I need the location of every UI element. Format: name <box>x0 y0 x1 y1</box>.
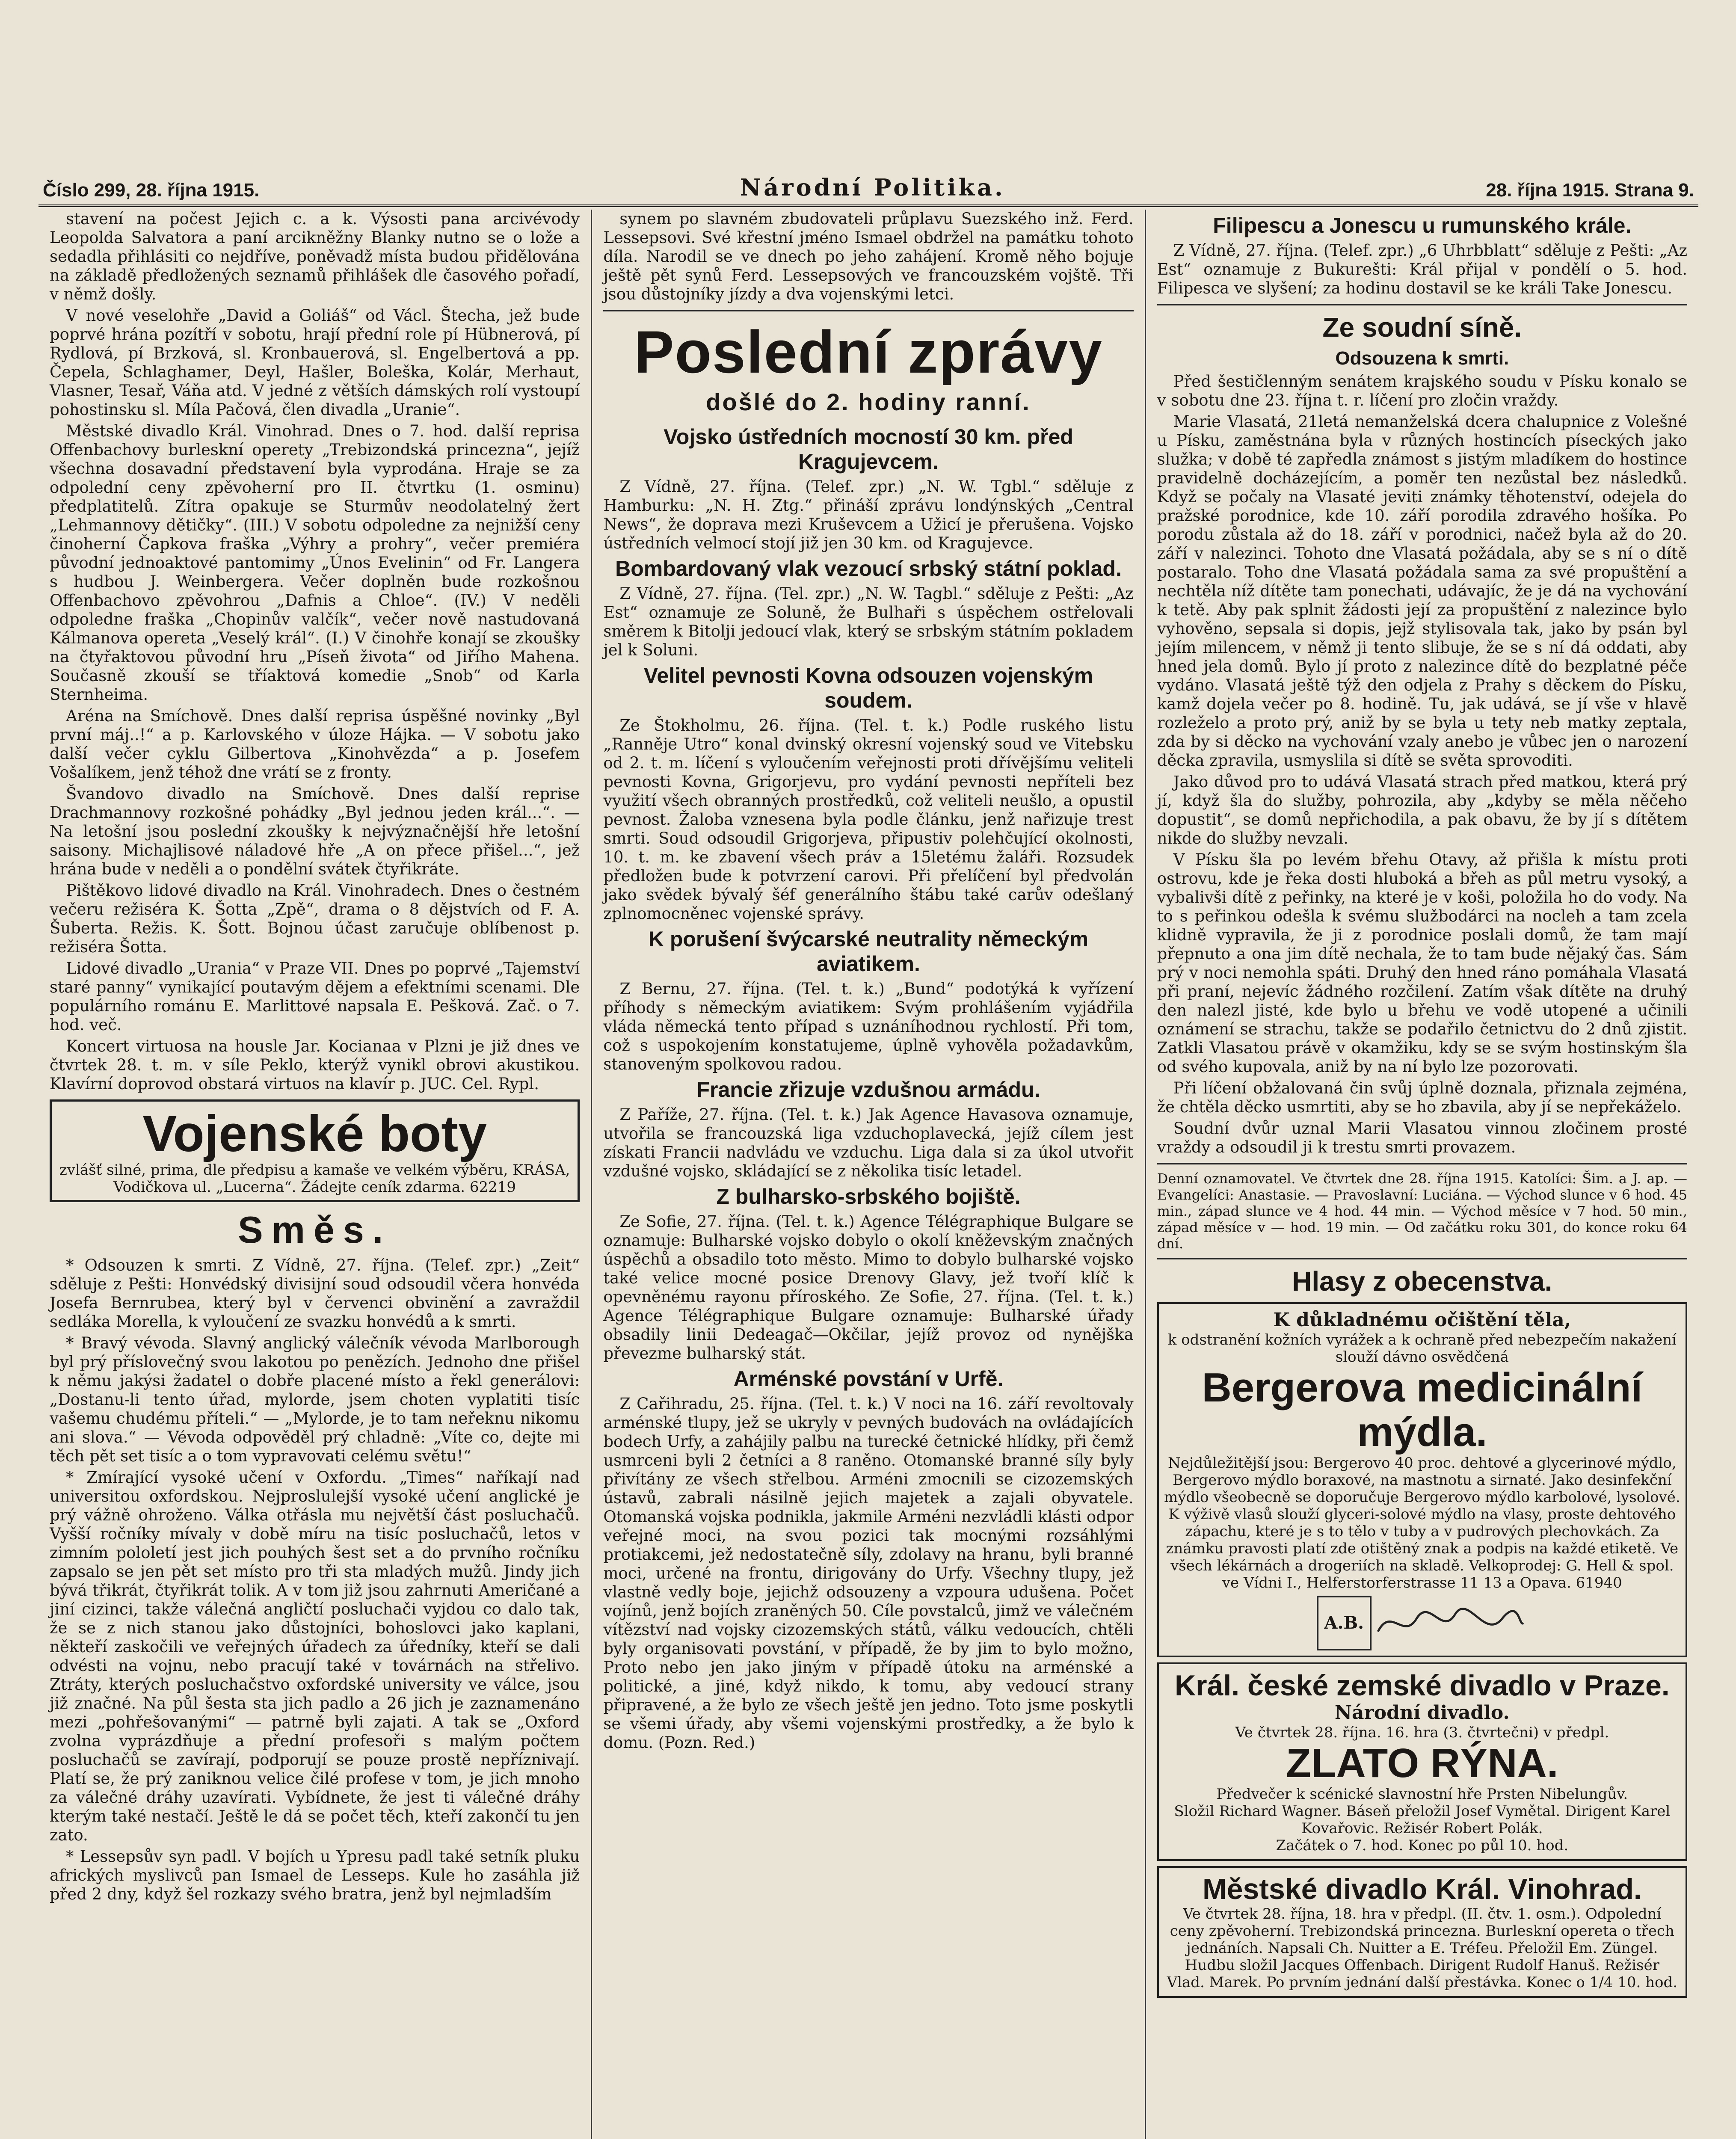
ad-line: Ve čtvrtek 28. října. 16. hra (3. čtvrtečni) v předpl. <box>1235 1724 1609 1741</box>
paragraph: Před šestičlenným senátem krajského soudu v Písku konalo se v sobotu dne 23. října t. r. líčení pro zločin vraždy. <box>1157 372 1687 409</box>
issue-number: Číslo 299, 28. října 1915. <box>43 180 260 201</box>
divider <box>1157 1163 1687 1164</box>
paragraph: Aréna na Smíchově. Dnes další reprisa úspěšné novinky „Byl první máj..!“ a p. Karlovského v úloze Hájka. — V sobotu jako další večer cyklu Gilbertova „Kinohvězda“ a p. Josefem Vošalíkem, jenž téhož dne vrátí se z fronty. <box>50 707 580 782</box>
paragraph: Z Cařihradu, 25. října. (Tel. t. k.) V noci na 16. září revoltovaly arménské tlupy, jež se ukryly v pevných budovách na ovládajících bodech Urfy, a zahájily palbu na turecké četnické hlídky, při čemž usmrceni byli 2 četníci a 8 raněno. Otomanské branné síly byly přivítány ze všech střelbou. Arméni zmocnili se cizozemských ústavů, zabrali násilně jejich majetek a zajali obyvatele. Otomanská vojska podnikla, jakmile Arméni nezvládli klásti odpor veřejné moci, na svou pozici tak mocnými rozsáhlými protiakcemi, jež nedostatečně síly, zdolavy na hranu, byli branné moci, určené na frontu, dirigovány do Urfy. Všechny tlupy, jež vlastně vedly boje, jejichž odsouzeny a vzpoura udušena. Počet vojínů, jenž bojích zraněných 50. Cíle povstalců, jimž ve válečném vítězství nad vojsky cizozemských států, válku vedoucích, chtěli byly organisovati povstání, v případě, že by jim to bylo možno, Proto nebo jen jako jiným v případě útoku na arménské a politické, a jiné, když nikdo, k tomu, aby vedoucí strany připravené, a že bylo ze všech ještě jen jedno. Toto jsme poskytli se všemi úřady, aby všemi vojenskými prostředky, a že bylo k domu. (Pozn. Red.) <box>603 1395 1134 1752</box>
paragraph: Ze Sofie, 27. října. (Tel. t. k.) Agence Télégraphique Bulgare se oznamuje: Bulharské vojsko dobylo o okolí kněževským značných úspěchů a obsadilo toto město. Mimo to dobylo bulharské vojsko také velice mocné posice Drenovy Glavy, jež tvoří klíč k opevněnému rayonu příroského. Ze Sofie, 27. října. (Tel. t. k.) Agence Télégraphique Bulgare oznamuje: Bulharské úřady obsadily linii Dedeagač—Okčilar, jejíž provoz od nynějška převezme bulharský stát. <box>603 1212 1134 1363</box>
page-date: 28. října 1915. Strana 9. <box>1486 180 1694 201</box>
ad-theatre-national <box>1157 1662 1687 1861</box>
article-title: Vojsko ústředních mocností 30 km. před Kragujevcem. <box>664 425 1073 474</box>
ad-text: Nejdůležitější jsou: Bergerovo 40 proc. dehtové a glycerinové mýdlo, Bergerovo mýdlo boraxové, na mastnotu a sirnaté. Jako desinfekční mýdlo všeobecně se doporučuje Bergerovo mýdlo karbolové, lysolové. K výživě vlasů slouží glyceri-solové mýdlo na vlasy, proste dehtového zápachu, které je s to tělo v tuby a v pudrových plechovkách. Za známku pravosti platí zde otištěný znak a podpis na každé etiketě. Ve všech lékárnách a drogeriích na skladě. Velkoprodej: G. Hell & spol. ve Vídni I., Helferstorferstrasse 11 13 a Opava. 61940 <box>1164 1455 1680 1591</box>
section-title-court: Ze soudní síně. <box>1322 312 1522 343</box>
ad-bergerova-mydla <box>1157 1302 1687 1657</box>
paragraph: Při líčení obžalovaná čin svůj úplně doznala, přiznala zejména, že chtěla děcko usmrtiti, aby se ho zbavila, aby jí se nepřekáželo. <box>1157 1079 1687 1116</box>
paragraph: Koncert virtuosa na housle Jar. Kocianaa v Plzni je již dnes ve čtvrtek 28. t. m. v síle Peklo, kterýž vynikl obrovi akustikou. Klavírní doprovod obstará virtuos na klavír p. JUC. Cel. Rypl. <box>50 1037 580 1093</box>
masthead <box>39 167 1698 207</box>
paragraph: * Zmírající vysoké učení v Oxfordu. „Times“ naříkají nad universitou oxfordskou. Nejproslulejší vysoké učení anglické je prý vážně ohroženo. Válka otřásla mu největší část posluchačů. Vyšší ročníky mívaly v době míru na tisíc posluchačů, letos v zimním pololetí jest jich pouhých šest set a do prvního ročníku zapsalo se jen pět set místo pro tři sta mladých mužů. Jindy jich bývá třikrát, čtyřikrát tolik. A v tom již jsou zahrnuti Američané a jiní cizinci, takže válečná angličtí posluchači vyjdou co dalo tak, že se z nich stanou jako důstojníci, bohoslovci jako kaplani, někteří zaskočili ve veřejných úřadech za úředníky, kteří se dali odvésti na vojnu, nebo pracují také v továrnách na střelivo. Ztráty, kterých posluchačstvo oxfordské university ve válce, jsou již značné. Na půl šesta sta jich padlo a 26 jich je zaznamenáno mezi „pohřešovanými“ — patrně byli zajati. A tak se „Oxford zvolna vyprázdňuje a přední profesoři s malým počtem posluchačů se zavírají, podporují se pouze prostě nepříznivají. Platí se, že prý zaniknou velice čilé profese v tom, je jich mnoho za válečné dráhy uzavírati. Vybídnete, že jest ti válečné dráhy kterým také nestačí. Ještě le dá se počet těch, kteří zakončí tu jen zato. <box>50 1468 580 1844</box>
paragraph: Z Vídně, 27. října. (Telef. zpr.) „6 Uhrbblatt“ sděluje z Pešti: „Az Est“ oznamuje z Bukurešti: Král přijal v pondělí o 5. hod. Filipesca ve slyšení; za hodinu dostavil se ke králi Take Jonescu. <box>1157 241 1687 297</box>
ad-title: Bergerova medicinální mýdla. <box>1202 1365 1643 1455</box>
newspaper-page <box>39 167 1698 2139</box>
article-title: Z bulharsko-srbského bojiště. <box>716 1185 1021 1209</box>
paragraph: Soudní dvůr uznal Marii Vlasatou vinnou zločinem prosté vraždy a odsoudil ji k trestu smrti provazem. <box>1157 1119 1687 1156</box>
paragraph: * Lessepsův syn padl. V bojích u Ypresu padl také setník pluku afrických myslivců pan Ismael de Lesseps. Kule ho zasáhla již před 2 dny, když šel rozkazy svého bratra, jenž byl nejmladším <box>50 1847 580 1903</box>
paragraph: * Bravý vévoda. Slavný anglický válečník vévoda Marlborough byl prý příslovečný svou lakotou po penězích. Jednoho dne přišel k němu jakýsi žadatel o dobře placené místo a řekl generálovi: „Dostanu-li tento úřad, mylorde, jsem choten vyplatiti tisíc vašemu chudému příteli.“ — „Mylorde, je to tam neřeknu nikomu ani slova.“ — Vévoda odpověděl prý chladně: „Víte co, dejte mi těch pět set tisíc a o tom vypravovati celému světu!“ <box>50 1334 580 1465</box>
headline-posledni-zpravy: Poslední zprávy <box>634 318 1103 385</box>
paragraph: Lidové divadlo „Urania“ v Praze VII. Dnes po poprvé „Tajemství staré panny“ vynikající poutavým dějem a efektními scenami. Dle populárního románu E. Marlittové napsala E. Pešková. Zač. o 7. hod. več. <box>50 959 580 1034</box>
paragraph: V Písku šla po levém břehu Otavy, až přišla k místu proti ostrovu, kde je řeka dosti hluboká a břeh as půl metru vysoký, a vybalivši dítě z peřinky, na které je v koši, položila ho do vody. Na to s peřinkou odešla k svému službodárci na nocleh a tam zcela klidně vypravila, že ji z porodnice poslali domů, že tam mají přepnuto a ona jim dítě nechala, že to tam bude nějaký čas. Sám prý v noci nemohla spáti. Druhý den hned ráno pomáhala Vlasatá při praní, nejevíc žádného rozčilení. Zatím však dítěte na druhý den nalezl jisté, kde bylo u břehu ve vodě utopené a učinili oznámení se strachu, takže se podařilo četnictvu do 2 dnů zjistit. Zatkli Vlasatou právě v okamžiku, kdy se se svým hostinským šla od svého kupovala, aniž by na ní bylo lze pozorovati. <box>1157 850 1687 1076</box>
ad-line: K důkladnému očištění těla, <box>1273 1309 1571 1331</box>
paragraph: stavení na počest Jejich c. a k. Výsosti pana arcivévody Leopolda Salvatora a paní arcikněžny Blanky nutno se o lože a sedadla přihlásiti co nejdříve, poněvadž místa budou přidělována na základě předložených seznamů přihlášek dle časového pořadí, v němž došly. <box>50 210 580 303</box>
paragraph: Jako důvod pro to udává Vlasatá strach před matkou, která prý jí, když šla do služby, pohrozila, aby „kdyby se měla něčeho dopustit“, se domů nepřichodila, a pak obavu, že by jí s dítětem nikde do služby nevzali. <box>1157 773 1687 847</box>
article-title: Bombardovaný vlak vezoucí srbský státní poklad. <box>615 557 1122 581</box>
newspaper-title: Národní Politika. <box>740 174 1005 201</box>
article-title: Velitel pevnosti Kovna odsouzen vojenským soudem. <box>643 664 1093 712</box>
column-2 <box>592 210 1146 2139</box>
signature-icon <box>1374 1602 1528 1644</box>
ad-line: k odstranění kožních vyrážek a k ochraně před nebezpečím nakažení slouží dávno osvědčená <box>1167 1331 1677 1366</box>
section-title-smes: Směs. <box>238 1209 392 1251</box>
column-3 <box>1146 210 1698 2139</box>
section-title-voices: Hlasy z obecenstva. <box>1292 1266 1552 1297</box>
paragraph: Z Vídně, 27. října. (Telef. zpr.) „N. W. Tgbl.“ sděluje z Hamburku: „N. H. Ztg.“ přináší zprávu londýnských „Central News“, že doprava mezi Kruševcem a Užicí je přerušena. Vojsko ústředních velmocí stojí již jen 30 km. od Kragujevce. <box>603 477 1134 552</box>
paragraph: synem po slavném zbudovateli průplavu Suezského inž. Ferd. Lessepsovi. Své křestní jméno Ismael obdržel na památku tohoto díla. Narodil se ve dnech po jeho zahájení. Kromě něho bojuje ještě pět synů Ferd. Lessepsových ve francouzském vojště. Tři jsou důstojníky jízdy a dva vojenskými letci. <box>603 210 1134 303</box>
columns <box>39 210 1698 2139</box>
article-subtitle: Odsouzena k smrti. <box>1335 348 1509 369</box>
subheadline: došlé do 2. hodiny ranní. <box>706 388 1031 415</box>
ad-title: Vojenské boty <box>142 1105 487 1162</box>
ad-text: zvlášť silné, prima, dle předpisu a kamaše ve velkém výběru, KRÁSA, Vodičkova ul. „Lucerna“. Žádejte ceník zdarma. 62219 <box>59 1161 570 1196</box>
ad-title: ZLATO RÝNA. <box>1286 1740 1558 1786</box>
paragraph: Pištěkovo lidové divadlo na Král. Vinohradech. Dnes o čestném večeru režiséra K. Šotta „Zpě“, drama o 8 dějstvích od F. A. Šuberta. Režis. K. Šott. Bojnou účast zaručuje oblíbenost p. režiséra Šotta. <box>50 881 580 956</box>
divider <box>603 310 1133 311</box>
paragraph: Marie Vlasatá, 21letá nemanželská dcera chalupnice z Volešné u Písku, zaměstnána byla v různých hostincích píseckých jako služka; v době té zapředla známost s jistým mladíkem do hostince pravidelně docházejícím, a poměr ten nezůstal bez následků. Když se počaly na Vlasaté jeviti známky těhotenství, odejela do pražské porodnice, kde 10. září porodila zdravého hošíka. Po porodu zůstala až do 18. září v porodnici, načež byla až do 20. září v nalezinci. Tohoto dne Vlasatá požádala, aby se s ní o dítě postaralo. Toho dne Vlasatá požádala sama za své propuštění a nechtěla níž dítěte tam ponechati, udávajíc, že je dá na vychování k tetě. Aby pak splnit žádosti její za propuštění z nalezince bylo vyhověno, sepsala si dopis, jejž stylisovala tak, jako by psán byl jejím milencem, v němž ji tento slibuje, že se s ní dá oddati, aby hned jela domů. Bylo jí proto z nalezince dítě do bezplatné péče vydáno. Vlasatá ještě týž den odjela z Prahy s děckem do Písku, kamž dojela večer po 8. hodině. Tu, jak udává, se jí vše v hlavě rozleželo a proto prý, aniž by se byla u tety neb matky zeptala, zda by si děcko na vychování vzaly anebo je vůbec jen o narození děcka zpravila, usmyslila si dítě se světa sprovoditi. <box>1157 412 1687 770</box>
ad-title: Městské divadlo Král. Vinohrad. <box>1203 1873 1642 1905</box>
ad-line: Složil Richard Wagner. Báseň přeložil Josef Vymětal. Dirigent Karel Kovařovic. Režisér Robert Polák. <box>1174 1803 1671 1837</box>
divider <box>1157 1258 1687 1259</box>
paragraph: V nové veselohře „David a Goliáš“ od Václ. Štecha, jež bude poprvé hrána pozítří v sobotu, hrají přední role pí Hübnerová, pí Rydlová, pí Brzková, sl. Kronbauerová, sl. Engelbertová a pp. Čepela, Schlaghamer, Deyl, Hašler, Boleška, Kolár, Merhaut, Vlasner, Tesař, Váňa atd. V jedné z větších dámských rolí vystoupí pohostinsku sl. Míla Pačová, člen divadla „Uranie“. <box>50 306 580 419</box>
trademark-stamp: A.B. <box>1317 1596 1372 1650</box>
ad-line: Předvečer k scénické slavnostní hře Prsten Nibelungův. <box>1216 1786 1628 1803</box>
ad-vojenske-boty <box>50 1099 580 1202</box>
ad-line: Začátek o 7. hod. Konec po půl 10. hod. <box>1276 1837 1569 1854</box>
paragraph: Městské divadlo Král. Vinohrad. Dnes o 7. hod. další reprisa Offenbachovy burleskní operety „Trebizondská princezna“, jejíž všechna dosavadní představení byla vyprodána. Hraje se za odpolední ceny zpěvoherní pro II. čtvrtku (1. osminu) předplatitelů. Zítra opakuje se Sturmův neodolatelný žert „Lehmannovy dětičky“. (III.) V sobotu odpoledne za nejnižší ceny činoherní Čapkova fraška „Výhry a prohry“, večer premiéra původní jednoaktové pantomimy „Únos Evelinin“ od Fr. Langera s hudbou J. Weinbergera. Večer doplněn bude rozkošnou Offenbachovo zpěvohrou „Dafnis a Chloe“. (IV.) V neděli odpoledne fraška „Chopinův valčík“, večer nově nastudovaná Kálmanova opereta „Veselý král“. (I.) V činohře konají se zkoušky na čtyřaktovou původní hru „Píseň života“ od Jiřího Mahena. Současně zkouší se tříaktová komedie „Snob“ od Karla Sternheima. <box>50 422 580 704</box>
article-title: Filipescu a Jonescu u rumunského krále. <box>1213 213 1632 237</box>
ad-line: Národní divadlo. <box>1334 1702 1510 1724</box>
paragraph: Z Paříže, 27. října. (Tel. t. k.) Jak Agence Havasova oznamuje, utvořila se francouzská liga vzduchoplavecká, jejíž cílem jest získati Francii nadvládu ve vzduchu. Liga dala si za úkol utvořit vzdušné vojsko, skládající se z několika tisíc letadel. <box>603 1105 1134 1180</box>
article-title: Francie zřizuje vzdušnou armádu. <box>696 1078 1040 1102</box>
divider <box>1157 304 1687 305</box>
ad-theatre-vinohrady <box>1157 1866 1687 1998</box>
paragraph: Švandovo divadlo na Smíchově. Dnes další reprise Drachmannovy rozkošné pohádky „Byl jednou jeden král...“. — Na letošní jsou poslední zkoušky k nejvýznačnější hře letošní saisony. Michajlisové náladové hře „A on přece přišel...“, jež hrána bude v neděli a o pondělní svátek čtyřikráte. <box>50 785 580 878</box>
paragraph: * Odsouzen k smrti. Z Vídně, 27. října. (Telef. zpr.) „Zeit“ sděluje z Pešti: Honvédský divisijní soud odsoudil včera honvéda Josefa Bernrubea, který byl v červenci obvinění a zavraždil sedláka Morella, k vyloučení ze svazku honvédů a k smrti. <box>50 1256 580 1331</box>
ad-text: Ve čtvrtek 28. října, 18. hra v předpl. (II. čtv. 1. osm.). Odpolední ceny zpěvoherní. Trebizondská princezna. Burleskní opereta o třech jednáních. Napsali Ch. Nuitter a E. Tréfeu. Přeložil Em. Züngel. Hudbu složil Jacques Offenbach. Dirigent Rudolf Hanuš. Režisér Vlad. Marek. Po prvním jednání další přestávka. Konec o 1/4 10. hod. <box>1167 1905 1678 1991</box>
ad-marks <box>1164 1596 1680 1650</box>
paragraph: Z Bernu, 27. října. (Tel. t. k.) „Bund“ podotýká k vyřízení příhody s německým aviatikem: Svým prohlášením vyjádřila vláda německá tento případ s uznáníhodnou rychlostí. Při tom, což s uspokojením konstatujeme, úplně vyhověla požadavkům, stanoveným spolkovou radou. <box>603 980 1134 1073</box>
paragraph: Z Vídně, 27. října. (Tel. zpr.) „N. W. Tagbl.“ sděluje z Pešti: „Az Est“ oznamuje ze Soluně, že Bulhaři s úspěchem ostřelovali směrem k Bitolji jedoucí vlak, který se srbským státním pokladem jel k Soluni. <box>603 584 1134 659</box>
column-1 <box>39 210 592 2139</box>
ad-title: Král. české zemské divadlo v Praze. <box>1174 1669 1670 1702</box>
paragraph: Ze Štokholmu, 26. října. (Tel. t. k.) Podle ruského listu „Ranněje Utro“ konal dvinský okresní vojenský soud ve Vitebsku od 2. t. m. líčení s vyloučením veřejnosti proti dřívějšímu veliteli pevnosti Kovna, Grigorjevu, pro vydání pevnosti nepříteli bez využití všech obranných prostředků, což veliteli neušlo, a opustil pevnost. Žaloba vznesena byla podle článku, jenž nařizuje trest smrti. Soud odsoudil Grigorjeva, připustiv polehčující okolnosti, 10. t. m. ke zbavení všech práv a 15letému žaláři. Rozsudek předložen bude k potvrzení carovi. Při přelíčení byl předvolán jako svědek bývalý šéf generálního štábu také carův odešlaný zplnomocněnec vojenské správy. <box>603 716 1134 923</box>
article-title: Arménské povstání v Urfě. <box>733 1367 1004 1391</box>
daily-notice: Denní oznamovatel. Ve čtvrtek dne 28. října 1915. Katolíci: Šim. a J. ap. — Evangelíci: Anastasie. — Pravoslavní: Luciána. — Východ slunce v 6 hod. 45 min., západ slunce ve 4 hod. 44 min. — Východ měsíce v 7 hod. 50 min., západ měsíce v — hod. 19 min. — Od začátku roku 301, do konce roku 64 dní. <box>1157 1170 1687 1252</box>
article-title: K porušení švýcarské neutrality německým aviatikem. <box>648 927 1089 976</box>
